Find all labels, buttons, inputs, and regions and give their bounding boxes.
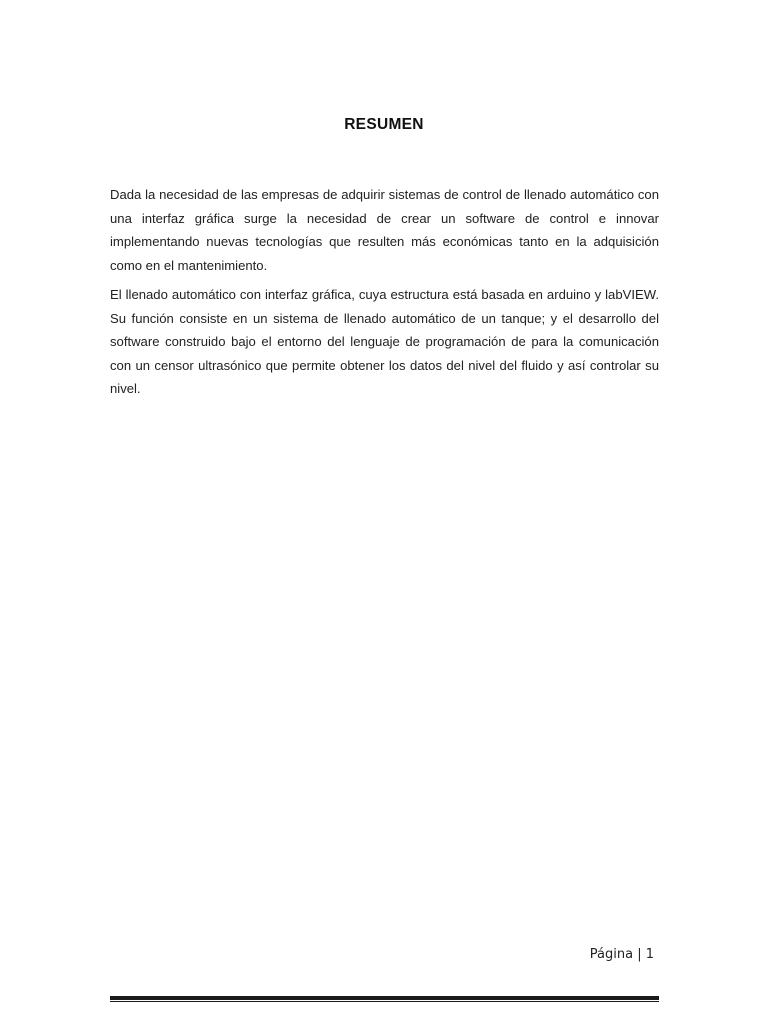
abstract-body bbox=[110, 183, 659, 407]
page-number: Página | 1 bbox=[589, 947, 654, 962]
paragraph-2: El llenado automático con interfaz gráfica, cuya estructura está basada en arduino y labVIEW. Su función consiste en un sistema de llenado automático de un tanque; y el desarrollo del software construido bajo el entorno del lenguaje de programación de para la comunicación con un censor ultrasónico que permite obtener los datos del nivel del fluido y así controlar su nivel. bbox=[110, 287, 659, 396]
footer-divider bbox=[110, 996, 659, 1002]
footer-divider-thin-line bbox=[110, 1001, 659, 1002]
page-title: RESUMEN bbox=[344, 116, 424, 133]
footer-divider-thick-line bbox=[110, 996, 659, 1000]
paragraph-1: Dada la necesidad de las empresas de adquirir sistemas de control de llenado automático con una interfaz gráfica surge la necesidad de crear un software de control e innovar implementando nuevas tecnologías que resulten más económicas tanto en la adquisición como en el mantenimiento. bbox=[110, 187, 659, 273]
